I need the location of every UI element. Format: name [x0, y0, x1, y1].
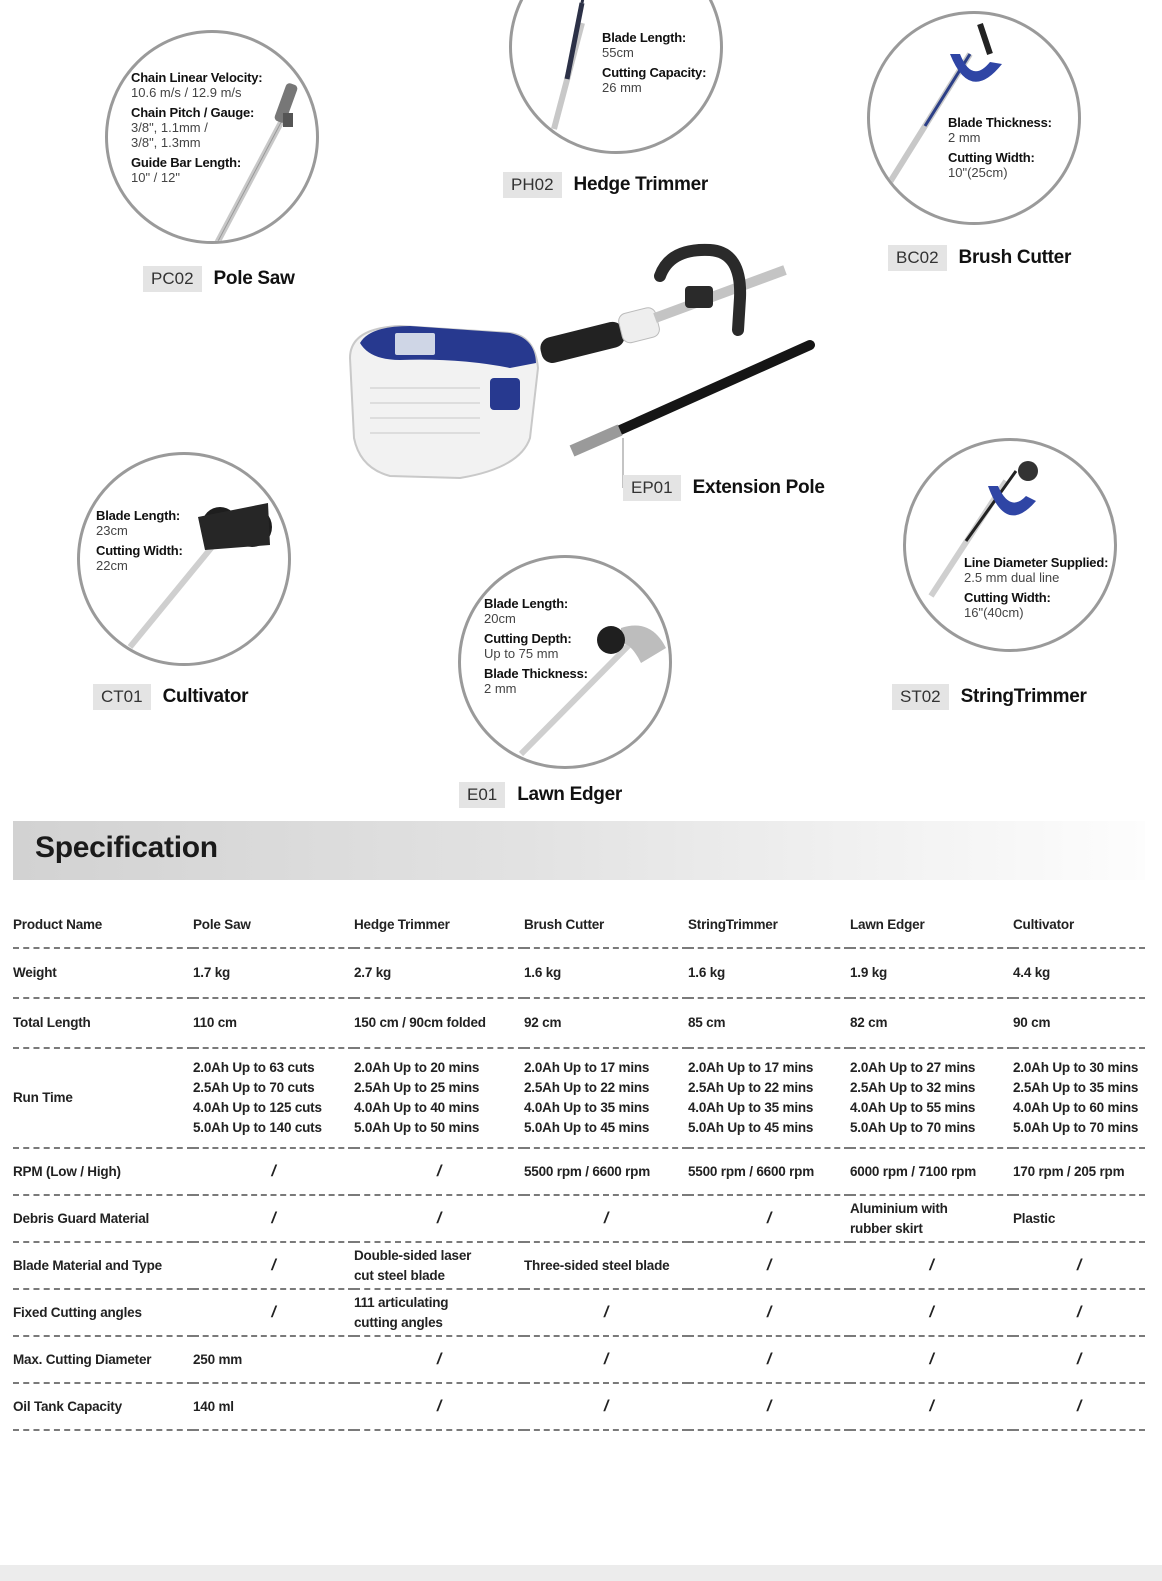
table-cell: /: [354, 1148, 524, 1195]
pole-saw-specs: Chain Linear Velocity: 10.6 m/s / 12.9 m/s Chain Pitch / Gauge: 3/8", 1.1mm / 3/8", 1.3mm Guide Bar Length: 10" / 12": [131, 70, 263, 185]
product-name: Pole Saw: [213, 268, 295, 289]
lawn-edger-label: [459, 782, 622, 808]
row-label: Max. Cutting Diameter: [13, 1336, 193, 1383]
table-cell: 92 cm: [524, 998, 688, 1048]
power-head-image: [340, 238, 820, 488]
table-row: [13, 998, 1145, 1048]
product-code: PH02: [503, 172, 562, 198]
table-cell: 2.7 kg: [354, 948, 524, 998]
table-cell: 2.0Ah Up to 30 mins 2.5Ah Up to 35 mins 4.0Ah Up to 60 mins 5.0Ah Up to 70 mins: [1013, 1048, 1145, 1148]
row-label: Total Length: [13, 998, 193, 1048]
table-row: [13, 1336, 1145, 1383]
table-cell: Double-sided laser cut steel blade: [354, 1242, 524, 1289]
specification-header: [13, 821, 1145, 880]
row-label: Debris Guard Material: [13, 1195, 193, 1242]
table-cell: 5500 rpm / 6600 rpm: [524, 1148, 688, 1195]
table-cell: /: [524, 1383, 688, 1430]
table-cell: /: [688, 1242, 850, 1289]
row-label: Oil Tank Capacity: [13, 1383, 193, 1430]
table-cell: /: [354, 1195, 524, 1242]
table-cell: /: [193, 1289, 354, 1336]
row-label: RPM (Low / High): [13, 1148, 193, 1195]
specification-title: Specification: [35, 831, 218, 864]
column-header: Pole Saw: [193, 903, 354, 948]
table-cell: /: [850, 1289, 1013, 1336]
table-row: [13, 948, 1145, 998]
product-code: BC02: [888, 245, 947, 271]
product-name: Cultivator: [162, 686, 249, 707]
row-label: Run Time: [13, 1048, 193, 1148]
table-cell: 1.6 kg: [688, 948, 850, 998]
product-name: StringTrimmer: [960, 686, 1087, 707]
brush-cutter-label: [888, 245, 1071, 271]
table-cell: 2.0Ah Up to 17 mins 2.5Ah Up to 22 mins 4.0Ah Up to 35 mins 5.0Ah Up to 45 mins: [688, 1048, 850, 1148]
column-header: Brush Cutter: [524, 903, 688, 948]
table-cell: 6000 rpm / 7100 rpm: [850, 1148, 1013, 1195]
table-row: [13, 1048, 1145, 1148]
table-cell: /: [1013, 1289, 1145, 1336]
table-cell: 1.6 kg: [524, 948, 688, 998]
cultivator-label: [93, 684, 248, 710]
table-row: [13, 1383, 1145, 1430]
table-cell: 1.9 kg: [850, 948, 1013, 998]
pole-saw-label: [143, 266, 295, 292]
product-code: E01: [459, 782, 505, 808]
string-trimmer-label: [892, 684, 1087, 710]
table-cell: 150 cm / 90cm folded: [354, 998, 524, 1048]
table-cell: 2.0Ah Up to 17 mins 2.5Ah Up to 22 mins 4.0Ah Up to 35 mins 5.0Ah Up to 45 mins: [524, 1048, 688, 1148]
table-cell: 170 rpm / 205 rpm: [1013, 1148, 1145, 1195]
table-cell: /: [193, 1195, 354, 1242]
table-cell: /: [688, 1336, 850, 1383]
table-row: [13, 1148, 1145, 1195]
column-header: Product Name: [13, 903, 193, 948]
table-cell: 82 cm: [850, 998, 1013, 1048]
table-cell: 110 cm: [193, 998, 354, 1048]
product-name: Extension Pole: [692, 477, 825, 498]
table-cell: /: [354, 1336, 524, 1383]
table-cell: /: [193, 1242, 354, 1289]
table-cell: /: [850, 1242, 1013, 1289]
specification-table: [13, 903, 1145, 1431]
hedge-trimmer-label: [503, 172, 708, 198]
string-trimmer-specs: Line Diameter Supplied: 2.5 mm dual line Cutting Width: 16"(40cm): [964, 555, 1109, 620]
table-cell: Plastic: [1013, 1195, 1145, 1242]
product-name: Lawn Edger: [517, 784, 622, 805]
product-code: ST02: [892, 684, 949, 710]
lawn-edger-specs: Blade Length: 20cm Cutting Depth: Up to 75 mm Blade Thickness: 2 mm: [484, 596, 588, 696]
brush-cutter-specs: Blade Thickness: 2 mm Cutting Width: 10"(25cm): [948, 115, 1052, 180]
table-cell: /: [193, 1148, 354, 1195]
table-cell: Three-sided steel blade: [524, 1242, 688, 1289]
table-cell: /: [850, 1336, 1013, 1383]
table-cell: 2.0Ah Up to 27 mins 2.5Ah Up to 32 mins 4.0Ah Up to 55 mins 5.0Ah Up to 70 mins: [850, 1048, 1013, 1148]
table-cell: 85 cm: [688, 998, 850, 1048]
bottom-strip: [0, 1565, 1162, 1581]
table-cell: /: [1013, 1242, 1145, 1289]
column-header: StringTrimmer: [688, 903, 850, 948]
table-cell: /: [688, 1195, 850, 1242]
table-cell: 111 articulating cutting angles: [354, 1289, 524, 1336]
product-name: Brush Cutter: [958, 247, 1072, 268]
row-label: Fixed Cutting angles: [13, 1289, 193, 1336]
table-cell: /: [524, 1289, 688, 1336]
table-cell: /: [1013, 1336, 1145, 1383]
table-cell: 5500 rpm / 6600 rpm: [688, 1148, 850, 1195]
column-header: Cultivator: [1013, 903, 1145, 948]
table-cell: /: [354, 1383, 524, 1430]
header-row: [13, 903, 1145, 948]
product-code: EP01: [623, 475, 681, 501]
column-header: Lawn Edger: [850, 903, 1013, 948]
column-header: Hedge Trimmer: [354, 903, 524, 948]
table-cell: Aluminium with rubber skirt: [850, 1195, 1013, 1242]
table-cell: /: [688, 1289, 850, 1336]
table-cell: /: [850, 1383, 1013, 1430]
cultivator-specs: Blade Length: 23cm Cutting Width: 22cm: [96, 508, 183, 573]
table-cell: 90 cm: [1013, 998, 1145, 1048]
table-cell: 140 ml: [193, 1383, 354, 1430]
row-label: Blade Material and Type: [13, 1242, 193, 1289]
table-row: [13, 1195, 1145, 1242]
table-cell: 2.0Ah Up to 63 cuts 2.5Ah Up to 70 cuts 4.0Ah Up to 125 cuts 5.0Ah Up to 140 cuts: [193, 1048, 354, 1148]
hedge-trimmer-specs: Blade Length: 55cm Cutting Capacity: 26 mm: [602, 30, 707, 95]
table-cell: /: [1013, 1383, 1145, 1430]
product-code: CT01: [93, 684, 151, 710]
table-cell: /: [688, 1383, 850, 1430]
table-row: [13, 1289, 1145, 1336]
table-cell: 1.7 kg: [193, 948, 354, 998]
table-cell: 4.4 kg: [1013, 948, 1145, 998]
product-code: PC02: [143, 266, 202, 292]
table-cell: /: [524, 1195, 688, 1242]
table-cell: 250 mm: [193, 1336, 354, 1383]
table-cell: 2.0Ah Up to 20 mins 2.5Ah Up to 25 mins 4.0Ah Up to 40 mins 5.0Ah Up to 50 mins: [354, 1048, 524, 1148]
row-label: Weight: [13, 948, 193, 998]
table-row: [13, 1242, 1145, 1289]
product-name: Hedge Trimmer: [573, 174, 708, 195]
extension-pole-label: [623, 475, 825, 501]
table-cell: /: [524, 1336, 688, 1383]
